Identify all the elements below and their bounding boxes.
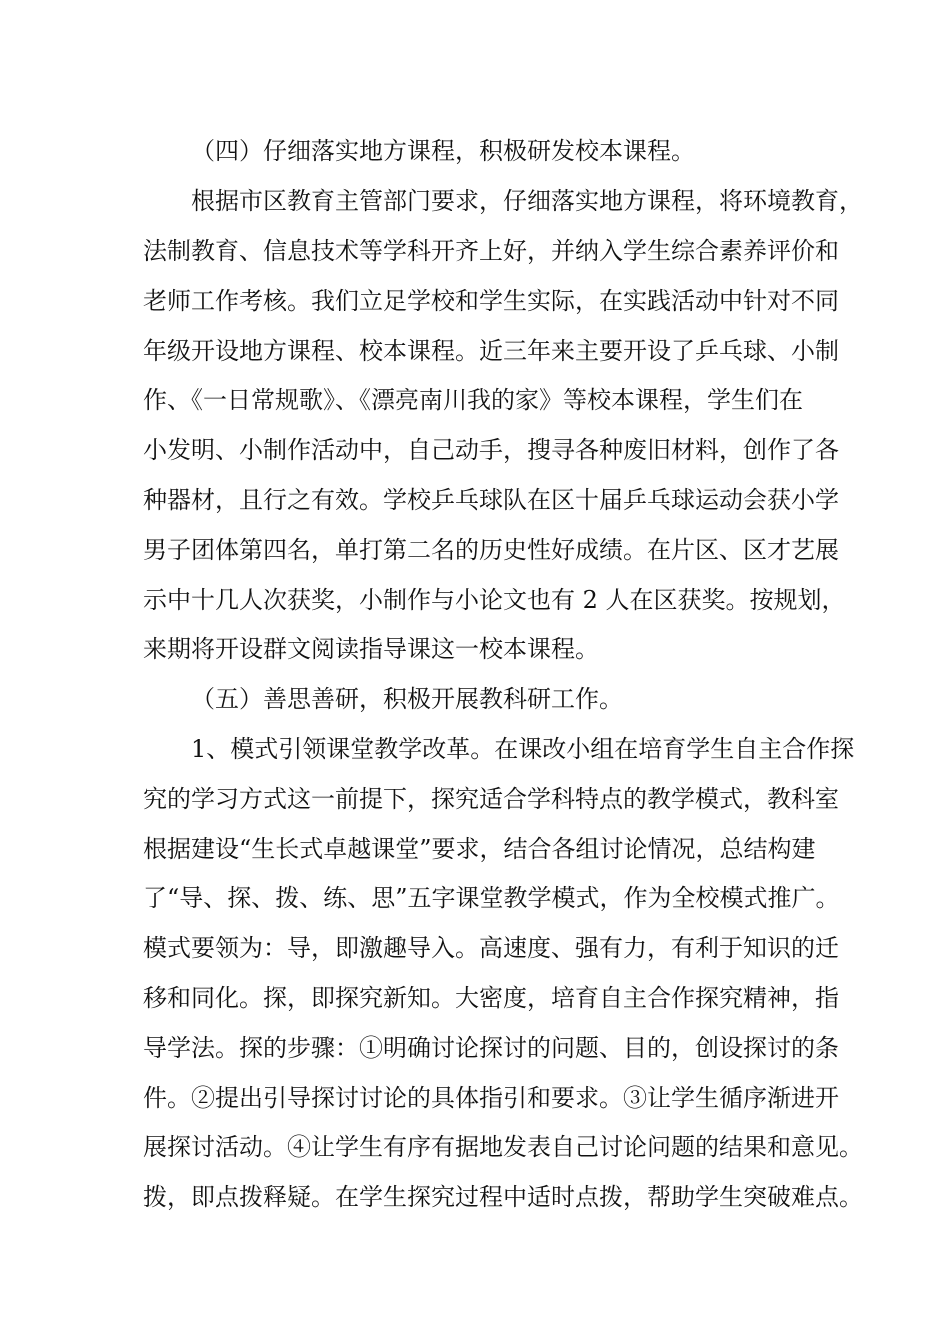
paragraph-line: 小发明、小制作活动中，自己动手，搜寻各种废旧材料，创作了各 <box>143 436 839 464</box>
paragraph-line: 老师工作考核。我们立足学校和学生实际，在实践活动中针对不同 <box>143 287 839 315</box>
paragraph-line: 件。②提出引导探讨讨论的具体指引和要求。③让学生循序渐进开 <box>143 1084 839 1112</box>
paragraph-line: 移和同化。探，即探究新知。大密度，培育自主合作探究精神，指 <box>143 984 839 1012</box>
section-heading-5: （五）善思善研，积极开展教科研工作。 <box>191 685 623 713</box>
paragraph-line: 模式要领为：导，即激趣导入。高速度、强有力，有利于知识的迁 <box>143 934 839 962</box>
paragraph-line: 示中十几人次获奖，小制作与小论文也有 2 人在区获奖。按规划， <box>143 586 846 614</box>
paragraph-line: 男子团体第四名，单打第二名的历史性好成绩。在片区、区才艺展 <box>143 536 839 564</box>
paragraph-line: 展探讨活动。④让学生有序有据地发表自己讨论问题的结果和意见。 <box>143 1133 863 1161</box>
paragraph-line: 导学法。探的步骤：①明确讨论探讨的问题、目的，创设探讨的条 <box>143 1034 839 1062</box>
paragraph-line: 年级开设地方课程、校本课程。近三年来主要开设了乒乓球、小制 <box>143 337 839 365</box>
paragraph-line: 1、模式引领课堂教学改革。在课改小组在培育学生自主合作探 <box>191 735 855 763</box>
paragraph-line: 法制教育、信息技术等学科开齐上好，并纳入学生综合素养评价和 <box>143 237 839 265</box>
paragraph-line: 作、《一日常规歌》、《漂亮南川我的家》等校本课程，学生们在 <box>143 386 803 414</box>
paragraph-line: 拨，即点拨释疑。在学生探究过程中适时点拨，帮助学生突破难点。 <box>143 1183 863 1211</box>
section-heading-4: （四）仔细落实地方课程，积极研发校本课程。 <box>191 137 695 165</box>
paragraph-line: 了“导、探、拨、练、思”五字课堂教学模式，作为全校模式推广。 <box>143 884 840 912</box>
paragraph-line: 根据市区教育主管部门要求，仔细落实地方课程，将环境教育， <box>191 187 863 215</box>
paragraph-line: 根据建设“生长式卓越课堂”要求，结合各组讨论情况，总结构建 <box>143 835 816 863</box>
paragraph-line: 来期将开设群文阅读指导课这一校本课程。 <box>143 635 599 663</box>
paragraph-line: 种器材，且行之有效。学校乒乓球队在区十届乒乓球运动会获小学 <box>143 486 839 514</box>
paragraph-line: 究的学习方式这一前提下，探究适合学科特点的教学模式，教科室 <box>143 785 839 813</box>
